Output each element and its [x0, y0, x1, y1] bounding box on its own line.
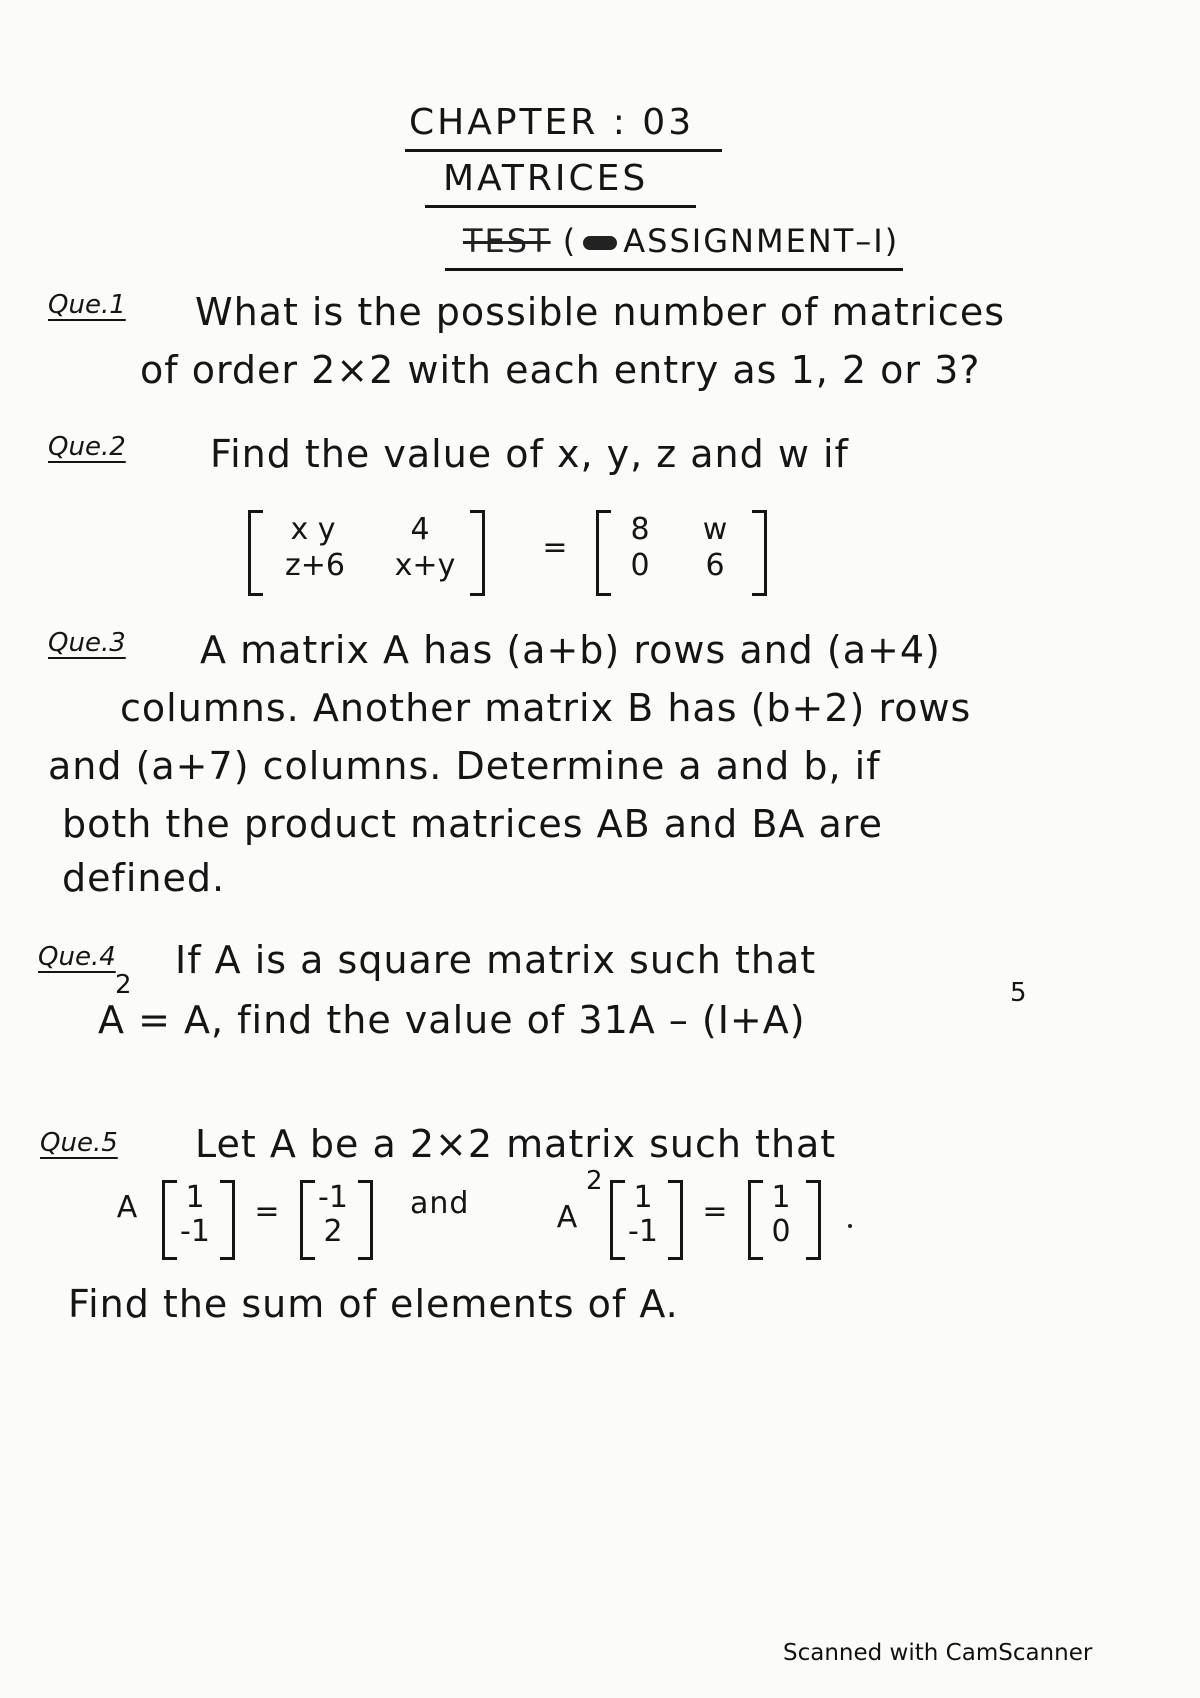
question-3-line-2: columns. Another matrix B has (b+2) rows [120, 686, 972, 730]
matrix-cell: 1 [185, 1180, 205, 1215]
matrix-name: A [116, 1190, 138, 1225]
open-paren: ( [562, 222, 578, 260]
question-5-line-1: Let A be a 2×2 matrix such that [195, 1122, 837, 1166]
question-4-line-2: A = A, find the value of 31A – (I+A) [98, 998, 806, 1042]
matrix-cell: -1 [180, 1214, 210, 1249]
matrix-cell: 0 [771, 1214, 791, 1249]
right-bracket [806, 1180, 821, 1260]
ink-blot [583, 236, 617, 250]
exponent: 5 [1010, 978, 1027, 1008]
subject-heading: MATRICES [425, 158, 696, 208]
question-3-line-1: A matrix A has (a+b) rows and (a+4) [200, 628, 941, 672]
question-1-label: Que.1 [48, 290, 126, 320]
matrix-cell: 8 [630, 512, 650, 547]
question-2-label: Que.2 [48, 432, 126, 462]
question-3-line-4: both the product matrices AB and BA are [62, 802, 883, 846]
assignment-label: ASSIGNMENT–I [623, 222, 885, 260]
matrix-name: A [556, 1200, 578, 1235]
right-bracket [220, 1180, 235, 1260]
equals-sign: = [254, 1194, 280, 1229]
period-dot [848, 1224, 852, 1228]
close-paren: ) [884, 222, 900, 260]
exponent: 2 [586, 1166, 603, 1196]
question-5-label: Que.5 [40, 1128, 118, 1158]
matrix-cell: 2 [323, 1214, 343, 1249]
right-bracket [752, 510, 767, 596]
question-3-line-3: and (a+7) columns. Determine a and b, if [48, 744, 881, 788]
scanner-watermark: Scanned with CamScanner [783, 1640, 1093, 1666]
matrix-cell: 1 [633, 1180, 653, 1215]
left-bracket [596, 510, 611, 596]
conjunction: and [410, 1186, 470, 1221]
matrix-cell: x y [290, 512, 336, 547]
matrix-cell: 4 [410, 512, 430, 547]
matrix-cell: 6 [705, 548, 725, 583]
exponent: 2 [115, 970, 132, 1000]
matrix-cell: 1 [771, 1180, 791, 1215]
equals-sign: = [702, 1194, 728, 1229]
matrix-cell: 0 [630, 548, 650, 583]
right-bracket [668, 1180, 683, 1260]
matrix-cell: x+y [394, 548, 456, 583]
right-bracket [358, 1180, 373, 1260]
equals-sign: = [542, 530, 568, 565]
matrix-cell: z+6 [285, 548, 345, 583]
assignment-heading [445, 222, 903, 271]
question-4-label: Que.4 [38, 942, 116, 972]
struck-word: TEST [463, 222, 551, 260]
question-4-line-1: If A is a square matrix such that [175, 938, 817, 982]
question-2-line-1: Find the value of x, y, z and w if [210, 432, 849, 476]
question-1-line-1: What is the possible number of matrices [195, 290, 1006, 334]
question-3-label: Que.3 [48, 628, 126, 658]
right-bracket [470, 510, 485, 596]
chapter-heading: CHAPTER : 03 [405, 102, 722, 152]
question-1-line-2: of order 2×2 with each entry as 1, 2 or 3? [140, 348, 981, 392]
matrix-cell: -1 [628, 1214, 658, 1249]
matrix-cell: w [702, 512, 728, 547]
question-5-line-2: Find the sum of elements of A. [68, 1282, 679, 1326]
question-3-line-5: defined. [62, 856, 226, 900]
matrix-cell: -1 [318, 1180, 348, 1215]
